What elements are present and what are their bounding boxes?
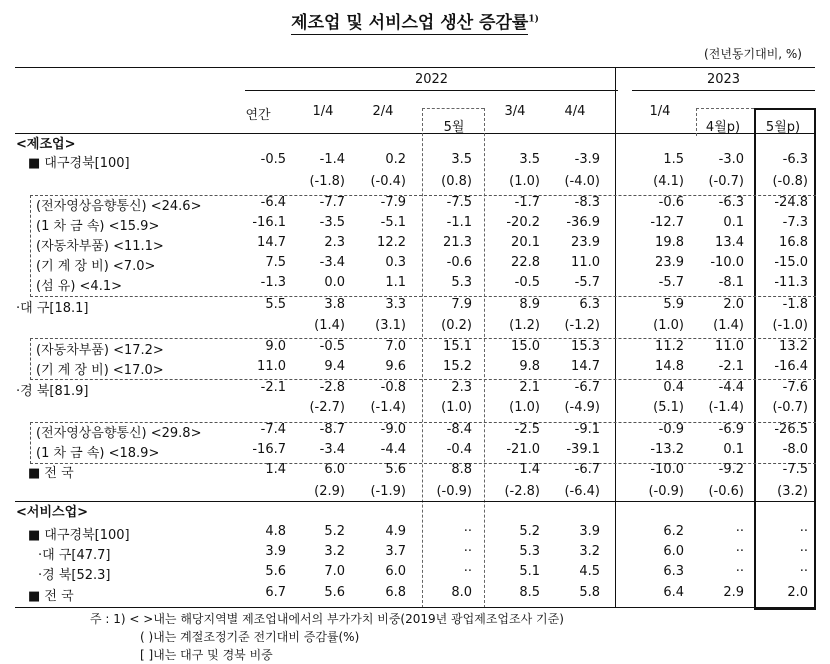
table-cell: 5.6 xyxy=(265,564,286,579)
row-label: (자동차부품) <17.2> xyxy=(36,343,164,358)
apr-2023-top-dash xyxy=(696,108,754,109)
column-header: 1/4 xyxy=(312,104,334,119)
footnote-1: 주 : 1) < >내는 해당지역별 제조업내에서의 부가가치 비중(2019년 광업제조업조사 기준) xyxy=(90,612,564,626)
services-divider xyxy=(15,501,815,502)
table-cell: -1.1 xyxy=(446,215,472,230)
table-cell: ·· xyxy=(463,564,472,579)
row-label: ·경 북[52.3] xyxy=(38,568,111,583)
table-cell: -7.5 xyxy=(782,462,808,477)
bottom-border xyxy=(15,607,815,608)
table-cell: -2.1 xyxy=(260,380,286,395)
table-cell: -6.4 xyxy=(260,195,286,210)
table-cell: -0.5 xyxy=(514,275,540,290)
table-cell: 12.2 xyxy=(377,235,406,250)
table-cell: 3.5 xyxy=(519,152,540,167)
table-cell: -7.5 xyxy=(446,195,472,210)
table-cell: (-1.8) xyxy=(309,174,345,189)
table-cell: -6.9 xyxy=(718,422,744,437)
table-cell: 1.4 xyxy=(519,462,540,477)
year-2023: 2023 xyxy=(706,72,741,87)
table-cell: (2.9) xyxy=(314,484,345,499)
table-cell: (1.0) xyxy=(509,174,540,189)
table-cell: -8.3 xyxy=(574,195,600,210)
table-cell: 2.3 xyxy=(451,380,472,395)
table-cell: -0.5 xyxy=(260,152,286,167)
column-header: 4/4 xyxy=(564,104,586,119)
may-2022-top-dash xyxy=(422,108,484,109)
table-cell: (3.2) xyxy=(777,484,808,499)
table-cell: -13.2 xyxy=(650,442,684,457)
table-cell: 11.0 xyxy=(257,359,286,374)
table-cell: 7.0 xyxy=(324,564,345,579)
table-cell: 13.4 xyxy=(715,235,744,250)
table-cell: 5.5 xyxy=(265,297,286,312)
table-cell: -0.6 xyxy=(658,195,684,210)
table-cell: 9.6 xyxy=(385,359,406,374)
table-cell: -3.4 xyxy=(319,442,345,457)
table-cell: 11.0 xyxy=(715,339,744,354)
table-cell: -16.4 xyxy=(774,359,808,374)
table-cell: -20.2 xyxy=(506,215,540,230)
table-cell: 7.5 xyxy=(265,255,286,270)
table-cell: -39.1 xyxy=(566,442,600,457)
row-label: (전자영상음향통신) <29.8> xyxy=(36,426,202,441)
table-cell: 2.0 xyxy=(723,297,744,312)
table-cell: 3.9 xyxy=(265,544,286,559)
table-cell: 5.6 xyxy=(324,585,345,600)
table-cell: 3.8 xyxy=(324,297,345,312)
table-cell: ·· xyxy=(735,564,744,579)
table-cell: 7.0 xyxy=(385,339,406,354)
section-manufacturing: <제조업> xyxy=(16,137,76,152)
table-cell: -10.0 xyxy=(650,462,684,477)
table-cell: 5.2 xyxy=(519,524,540,539)
table-cell: 6.2 xyxy=(663,524,684,539)
table-cell: 11.0 xyxy=(571,255,600,270)
table-cell: 8.5 xyxy=(519,585,540,600)
table-cell: -7.9 xyxy=(380,195,406,210)
table-cell: -3.0 xyxy=(718,152,744,167)
title-text: 제조업 및 서비스업 생산 증감률 xyxy=(291,13,529,33)
table-cell: -26.5 xyxy=(774,422,808,437)
table-cell: (-2.8) xyxy=(504,484,540,499)
table-cell: -10.0 xyxy=(710,255,744,270)
table-cell: 5.8 xyxy=(579,585,600,600)
table-cell: -24.8 xyxy=(774,195,808,210)
table-cell: 3.5 xyxy=(451,152,472,167)
table-cell: -8.7 xyxy=(319,422,345,437)
table-cell: 8.9 xyxy=(519,297,540,312)
table-cell: 2.3 xyxy=(324,235,345,250)
table-cell: 5.6 xyxy=(385,462,406,477)
row-label: ■ 전 국 xyxy=(28,466,74,481)
table-cell: 14.8 xyxy=(655,359,684,374)
table-cell: (-1.2) xyxy=(564,318,600,333)
table-cell: -1.3 xyxy=(260,275,286,290)
table-cell: 9.0 xyxy=(265,339,286,354)
table-cell: (-1.4) xyxy=(708,400,744,415)
table-cell: -0.6 xyxy=(446,255,472,270)
table-cell: 6.4 xyxy=(663,585,684,600)
table-cell: 5.3 xyxy=(519,544,540,559)
table-cell: 0.1 xyxy=(723,215,744,230)
footnote-2: ( )내는 계절조정기준 전기대비 증감률(%) xyxy=(140,630,360,644)
table-cell: ·· xyxy=(799,544,808,559)
row-label: (기 계 장 비) <17.0> xyxy=(36,363,164,378)
row-label: (섬 유) <4.1> xyxy=(36,279,122,294)
table-cell: -8.1 xyxy=(718,275,744,290)
table-cell: (0.2) xyxy=(441,318,472,333)
column-header: 1/4 xyxy=(649,104,671,119)
table-cell: 6.7 xyxy=(265,585,286,600)
table-cell: 4.9 xyxy=(385,524,406,539)
column-header: 4월p) xyxy=(705,120,741,135)
table-cell: (-0.7) xyxy=(772,400,808,415)
table-cell: -8.4 xyxy=(446,422,472,437)
table-cell: -0.9 xyxy=(658,422,684,437)
row-label: ■ 대구경북[100] xyxy=(28,528,130,543)
table-cell: -0.8 xyxy=(380,380,406,395)
table-cell: -0.4 xyxy=(446,442,472,457)
table-cell: 5.3 xyxy=(451,275,472,290)
table-cell: -6.3 xyxy=(782,152,808,167)
table-cell: 5.9 xyxy=(663,297,684,312)
table-cell: 9.8 xyxy=(519,359,540,374)
table-cell: -16.7 xyxy=(252,442,286,457)
table-cell: -3.5 xyxy=(319,215,345,230)
table-cell: 6.3 xyxy=(663,564,684,579)
table-cell: -1.7 xyxy=(514,195,540,210)
column-header: 2/4 xyxy=(372,104,394,119)
table-cell: -7.4 xyxy=(260,422,286,437)
table-cell: (1.0) xyxy=(509,400,540,415)
table-cell: 0.1 xyxy=(723,442,744,457)
table-cell: 6.8 xyxy=(385,585,406,600)
table-cell: -4.4 xyxy=(380,442,406,457)
top-border xyxy=(15,67,815,68)
row-label: (자동차부품) <11.1> xyxy=(36,239,164,254)
table-cell: 16.8 xyxy=(779,235,808,250)
table-cell: 8.0 xyxy=(451,585,472,600)
table-cell: (-0.9) xyxy=(648,484,684,499)
table-cell: -3.9 xyxy=(574,152,600,167)
table-cell: 6.0 xyxy=(324,462,345,477)
table-cell: 3.3 xyxy=(385,297,406,312)
table-title xyxy=(0,8,830,33)
table-cell: (5.1) xyxy=(653,400,684,415)
unit-label: (전년동기대비, %) xyxy=(704,47,802,61)
table-cell: 3.2 xyxy=(579,544,600,559)
row-label: ■ 대구경북[100] xyxy=(28,156,130,171)
table-cell: ·· xyxy=(735,544,744,559)
table-cell: 0.4 xyxy=(663,380,684,395)
table-cell: 1.4 xyxy=(265,462,286,477)
table-cell: (0.8) xyxy=(441,174,472,189)
table-cell: -21.0 xyxy=(506,442,540,457)
table-cell: (4.1) xyxy=(653,174,684,189)
table-cell: -9.2 xyxy=(718,462,744,477)
footnote-3: [ ]내는 대구 및 경북 비중 xyxy=(140,648,273,662)
table-cell: (-1.9) xyxy=(370,484,406,499)
row-label: ·경 북[81.9] xyxy=(16,384,89,399)
table-cell: -6.7 xyxy=(574,462,600,477)
row-label: (전자영상음향통신) <24.6> xyxy=(36,199,202,214)
table-cell: -7.7 xyxy=(319,195,345,210)
table-cell: ·· xyxy=(463,524,472,539)
table-cell: -11.3 xyxy=(774,275,808,290)
table-cell: 19.8 xyxy=(655,235,684,250)
table-cell: -16.1 xyxy=(252,215,286,230)
table-cell: (-6.4) xyxy=(564,484,600,499)
table-cell: 1.5 xyxy=(663,152,684,167)
table-cell: -1.4 xyxy=(319,152,345,167)
table-cell: 22.8 xyxy=(511,255,540,270)
column-header: 연간 xyxy=(245,108,271,123)
table-cell: 2.9 xyxy=(723,585,744,600)
column-header: 5월 xyxy=(443,120,465,135)
table-cell: (1.4) xyxy=(713,318,744,333)
table-cell: -5.7 xyxy=(574,275,600,290)
table-cell: -2.1 xyxy=(718,359,744,374)
row-label: ·대 구[47.7] xyxy=(38,548,111,563)
table-cell: (1.2) xyxy=(509,318,540,333)
table-cell: (-2.7) xyxy=(309,400,345,415)
table-cell: -15.0 xyxy=(774,255,808,270)
table-cell: 5.2 xyxy=(324,524,345,539)
table-cell: 14.7 xyxy=(571,359,600,374)
table-cell: 7.9 xyxy=(451,297,472,312)
table-cell: -1.8 xyxy=(782,297,808,312)
table-cell: 15.2 xyxy=(443,359,472,374)
column-header: 3/4 xyxy=(504,104,526,119)
table-cell: ·· xyxy=(799,564,808,579)
year-2023-underline xyxy=(632,90,815,91)
table-cell: -3.4 xyxy=(319,255,345,270)
row-label: ■ 전 국 xyxy=(28,589,74,604)
table-cell: 20.1 xyxy=(511,235,540,250)
row-label: (1 차 금 속) <18.9> xyxy=(36,446,160,461)
table-cell: (-1.0) xyxy=(772,318,808,333)
table-cell: 8.8 xyxy=(451,462,472,477)
row-label: ·대 구[18.1] xyxy=(16,301,89,316)
table-cell: -7.3 xyxy=(782,215,808,230)
table-cell: 13.2 xyxy=(779,339,808,354)
row-label: (1 차 금 속) <15.9> xyxy=(36,219,160,234)
table-cell: -5.7 xyxy=(658,275,684,290)
table-cell: (-0.9) xyxy=(436,484,472,499)
table-cell: -12.7 xyxy=(650,215,684,230)
table-cell: (-0.6) xyxy=(708,484,744,499)
section-services: <서비스업> xyxy=(16,505,89,520)
year-divider xyxy=(615,67,616,607)
table-cell: 5.1 xyxy=(519,564,540,579)
column-header: 5월p) xyxy=(765,120,801,135)
table-cell: 11.2 xyxy=(655,339,684,354)
table-cell: 1.1 xyxy=(385,275,406,290)
table-cell: 6.0 xyxy=(385,564,406,579)
table-cell: (-1.4) xyxy=(370,400,406,415)
table-cell: 3.7 xyxy=(385,544,406,559)
table-cell: -6.7 xyxy=(574,380,600,395)
table-cell: (1.0) xyxy=(441,400,472,415)
table-cell: 15.0 xyxy=(511,339,540,354)
table-cell: 6.3 xyxy=(579,297,600,312)
table-cell: -36.9 xyxy=(566,215,600,230)
table-cell: -7.6 xyxy=(782,380,808,395)
table-cell: (-0.7) xyxy=(708,174,744,189)
table-cell: 3.2 xyxy=(324,544,345,559)
table-cell: 2.0 xyxy=(787,585,808,600)
row-label: (기 계 장 비) <7.0> xyxy=(36,259,156,274)
year-2022-underline xyxy=(245,90,618,91)
title-footnote-mark: 1) xyxy=(528,14,539,25)
table-cell: -8.0 xyxy=(782,442,808,457)
table-cell: (-4.9) xyxy=(564,400,600,415)
table-cell: 21.3 xyxy=(443,235,472,250)
table-cell: 3.9 xyxy=(579,524,600,539)
table-cell: 6.0 xyxy=(663,544,684,559)
table-cell: (-0.8) xyxy=(772,174,808,189)
table-cell: 0.3 xyxy=(385,255,406,270)
table-cell: -6.3 xyxy=(718,195,744,210)
table-cell: -2.8 xyxy=(319,380,345,395)
table-cell: 4.8 xyxy=(265,524,286,539)
table-cell: (-4.0) xyxy=(564,174,600,189)
table-cell: 0.0 xyxy=(324,275,345,290)
table-cell: 23.9 xyxy=(655,255,684,270)
table-cell: (1.0) xyxy=(653,318,684,333)
table-cell: 9.4 xyxy=(324,359,345,374)
table-cell: -5.1 xyxy=(380,215,406,230)
table-cell: 14.7 xyxy=(257,235,286,250)
table-cell: 4.5 xyxy=(579,564,600,579)
table-cell: ·· xyxy=(799,524,808,539)
table-cell: -9.0 xyxy=(380,422,406,437)
table-cell: 0.2 xyxy=(385,152,406,167)
table-cell: ·· xyxy=(735,524,744,539)
table-cell: 2.1 xyxy=(519,380,540,395)
table-cell: -9.1 xyxy=(574,422,600,437)
table-cell: (3.1) xyxy=(375,318,406,333)
table-cell: 15.1 xyxy=(443,339,472,354)
table-cell: -4.4 xyxy=(718,380,744,395)
table-cell: (-0.4) xyxy=(370,174,406,189)
table-cell: ·· xyxy=(463,544,472,559)
table-cell: 15.3 xyxy=(571,339,600,354)
table-cell: 23.9 xyxy=(571,235,600,250)
table-cell: -0.5 xyxy=(319,339,345,354)
year-2022: 2022 xyxy=(414,72,449,87)
table-cell: -2.5 xyxy=(514,422,540,437)
table-cell: (1.4) xyxy=(314,318,345,333)
